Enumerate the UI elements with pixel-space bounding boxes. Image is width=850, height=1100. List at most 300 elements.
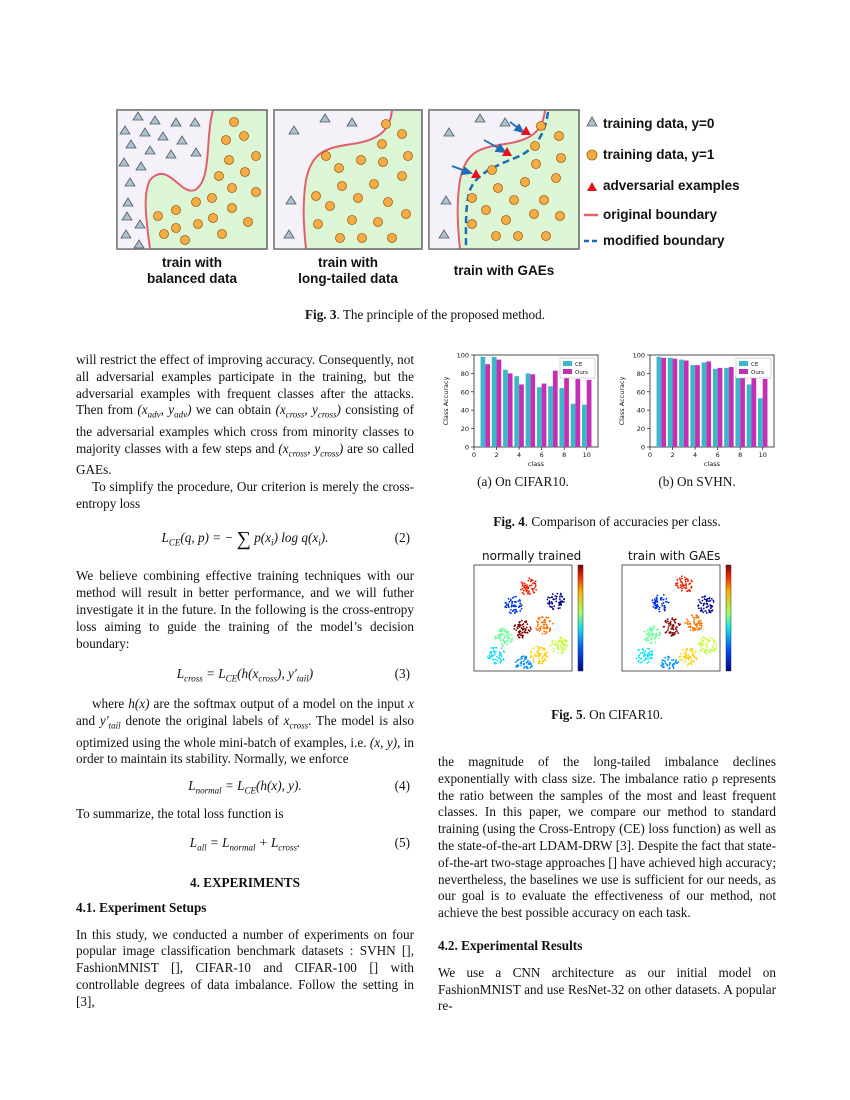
tsne-point	[675, 631, 677, 633]
tsne-point	[669, 622, 671, 624]
tsne-point	[508, 633, 510, 635]
tsne-point	[545, 652, 547, 654]
tsne-point	[505, 602, 507, 604]
tsne-point	[507, 639, 509, 641]
tsne-point	[497, 634, 499, 636]
tsne-point	[713, 644, 715, 646]
fig4b-bar-ours	[706, 361, 711, 447]
paragraph-8: We use a CNN architecture as our initial model on FashionMNIST and use ResNet-32 on other datasets. A popular re-	[438, 964, 776, 1014]
tsne-point	[641, 661, 643, 663]
tsne-point	[666, 622, 668, 624]
tsne-point	[700, 610, 702, 612]
fig4a-chart	[438, 345, 606, 470]
tsne-point	[650, 642, 652, 644]
fig4b-legend-label: Ours	[751, 370, 764, 376]
tsne-point	[636, 658, 638, 660]
fig3-panel-balanced	[117, 110, 267, 249]
tsne-point	[693, 621, 695, 623]
tsne-point	[671, 632, 673, 634]
tsne-point	[708, 640, 710, 642]
tsne-point	[555, 601, 557, 603]
tsne-point	[691, 614, 693, 616]
fig4b-xtick-label: 8	[738, 451, 743, 459]
tsne-point	[649, 629, 651, 631]
tsne-point	[645, 651, 647, 653]
tsne-point	[650, 657, 652, 659]
tsne-point	[553, 605, 555, 607]
tsne-point	[558, 648, 560, 650]
fig4a-xtick-label: 4	[517, 451, 522, 459]
tsne-point	[664, 657, 666, 659]
tsne-point	[522, 655, 524, 657]
tsne-point	[647, 634, 649, 636]
tsne-point	[505, 641, 507, 643]
tsne-point	[657, 601, 659, 603]
tsne-point	[564, 639, 566, 641]
tsne-point	[561, 647, 563, 649]
tsne-point	[674, 622, 676, 624]
tsne-point	[706, 600, 708, 602]
tsne-point	[493, 647, 495, 649]
tsne-point	[649, 655, 651, 657]
fig4b-bar-ours	[729, 367, 734, 447]
tsne-point	[549, 597, 551, 599]
tsne-point	[684, 622, 686, 624]
tsne-point	[667, 629, 669, 631]
tsne-point	[648, 654, 650, 656]
tsne-point	[534, 583, 536, 585]
fig5-figure	[438, 549, 776, 684]
tsne-point	[503, 650, 505, 652]
tsne-point	[651, 651, 653, 653]
tsne-point	[694, 617, 696, 619]
tsne-point	[543, 647, 545, 649]
tsne-point	[520, 631, 522, 633]
tsne-point	[640, 658, 642, 660]
tsne-point	[699, 642, 701, 644]
tsne-point	[713, 650, 715, 652]
tsne-point	[655, 636, 657, 638]
tsne-point	[689, 656, 691, 658]
tsne-point	[702, 612, 704, 614]
tsne-point	[531, 588, 533, 590]
tsne-point	[533, 588, 535, 590]
tsne-point	[665, 663, 667, 665]
tsne-point	[695, 651, 697, 653]
fig3-panel-longtailed	[274, 110, 422, 249]
tsne-point	[522, 588, 524, 590]
tsne-point	[491, 647, 493, 649]
paragraph-2: To simplify the procedure, Our criterion is merely the cross-entropy loss	[76, 478, 414, 511]
fig4b-ytick-label: 0	[640, 443, 645, 452]
right-column-text	[438, 754, 776, 1015]
tsne-point	[681, 575, 683, 577]
tsne-point	[530, 663, 532, 665]
tsne-point	[520, 589, 522, 591]
tsne-point	[685, 651, 687, 653]
tsne-point	[509, 612, 511, 614]
tsne-point	[666, 664, 668, 666]
tsne-point	[523, 667, 525, 669]
tsne-point	[687, 623, 689, 625]
tsne-point	[715, 642, 717, 644]
tsne-point	[654, 603, 656, 605]
tsne-point	[692, 616, 694, 618]
tsne-point	[701, 596, 703, 598]
tsne-point	[560, 594, 562, 596]
panel-label-balanced: train with balanced data	[146, 255, 238, 286]
tsne-point	[643, 660, 645, 662]
tsne-point	[508, 598, 510, 600]
subsection-heading-results: 4.2. Experimental Results	[438, 937, 583, 953]
tsne-point	[644, 654, 646, 656]
tsne-point	[706, 646, 708, 648]
tsne-point	[657, 595, 659, 597]
fig4a-bar-ce	[548, 386, 553, 447]
tsne-point	[656, 604, 658, 606]
tsne-point	[706, 638, 708, 640]
tsne-point	[545, 631, 547, 633]
tsne-point	[668, 602, 670, 604]
fig4a-legend-label: Ours	[575, 370, 588, 376]
tsne-point	[527, 632, 529, 634]
tsne-point	[544, 622, 546, 624]
tsne-point	[648, 640, 650, 642]
tsne-point	[551, 606, 553, 608]
tsne-point	[656, 598, 658, 600]
tsne-point	[494, 654, 496, 656]
tsne-point	[703, 605, 705, 607]
tsne-point	[651, 638, 653, 640]
tsne-point	[646, 630, 648, 632]
tsne-point	[552, 593, 554, 595]
fig4a-ytick-label: 20	[460, 425, 469, 434]
tsne-point	[710, 607, 712, 609]
tsne-point	[663, 626, 665, 628]
tsne-point	[499, 636, 501, 638]
tsne-point	[684, 661, 686, 663]
tsne-point	[683, 585, 685, 587]
tsne-point	[676, 630, 678, 632]
equation-2: $L_{CE}(q$, p) = − ∑ $p(x_i)$ $\log q(x_i)$. (2)	[161, 528, 410, 551]
fig4a-xtick-label: 10	[582, 451, 591, 459]
fig4a-bar-ce	[571, 404, 576, 447]
tsne-point	[692, 651, 694, 653]
tsne-point	[530, 656, 532, 658]
tsne-point	[694, 629, 696, 631]
tsne-point	[663, 594, 665, 596]
tsne-point	[520, 634, 522, 636]
tsne-point	[697, 629, 699, 631]
tsne-point	[711, 598, 713, 600]
tsne-point	[490, 651, 492, 653]
tsne-point	[704, 650, 706, 652]
tsne-point	[530, 628, 532, 630]
tsne-point	[644, 652, 646, 654]
legend-circle-icon	[587, 150, 597, 160]
tsne-point	[706, 643, 708, 645]
tsne-point	[552, 598, 554, 600]
tsne-point	[532, 583, 534, 585]
fig4a-bar-ours	[587, 380, 592, 447]
tsne-point	[528, 586, 530, 588]
tsne-point	[705, 652, 707, 654]
tsne-point	[644, 631, 646, 633]
equation-3: $L_{cross} = L_{CE}(h(x_{cross})$, $y'_{tail}$) (3)	[176, 666, 410, 685]
tsne-point	[507, 604, 509, 606]
tsne-point	[519, 599, 521, 601]
tsne-point	[558, 602, 560, 604]
tsne-point	[523, 587, 525, 589]
tsne-point	[540, 626, 542, 628]
tsne-point	[500, 637, 502, 639]
fig4b-bar-ce	[758, 398, 763, 447]
panel-label-longtailed: train with long-tailed data	[298, 255, 398, 286]
tsne-point	[683, 653, 685, 655]
fig4a-xlabel: class	[527, 460, 545, 468]
tsne-point	[533, 647, 535, 649]
tsne-point	[712, 649, 714, 651]
tsne-point	[686, 648, 688, 650]
fig4b-xtick-label: 4	[693, 451, 698, 459]
tsne-point	[667, 627, 669, 629]
fig4a-bar-ours	[542, 384, 547, 447]
fig4b-ytick-label: 60	[636, 388, 645, 397]
tsne-point	[501, 654, 503, 656]
tsne-point	[549, 630, 551, 632]
tsne-point	[699, 622, 701, 624]
tsne-point	[515, 596, 517, 598]
tsne-point	[690, 650, 692, 652]
tsne-point	[561, 640, 563, 642]
tsne-point	[686, 590, 688, 592]
tsne-point	[704, 610, 706, 612]
tsne-point	[685, 581, 687, 583]
tsne-point	[532, 590, 534, 592]
fig4-caption: Fig. 4. Comparison of accuracies per class.	[493, 514, 721, 529]
tsne-point	[557, 607, 559, 609]
tsne-point	[687, 580, 689, 582]
tsne-point	[538, 662, 540, 664]
tsne-point	[523, 626, 525, 628]
tsne-point	[528, 591, 530, 593]
tsne-point	[525, 621, 527, 623]
tsne-point	[689, 589, 691, 591]
tsne-point	[681, 590, 683, 592]
tsne-point	[519, 603, 521, 605]
tsne-point	[713, 601, 715, 603]
tsne-point	[543, 624, 545, 626]
tsne-point	[532, 657, 534, 659]
tsne-point	[693, 630, 695, 632]
tsne-point	[510, 609, 512, 611]
tsne-point	[698, 616, 700, 618]
tsne-point	[665, 601, 667, 603]
tsne-point	[519, 626, 521, 628]
tsne-point	[527, 660, 529, 662]
tsne-point	[537, 621, 539, 623]
tsne-point	[710, 652, 712, 654]
tsne-point	[690, 626, 692, 628]
tsne-point	[513, 628, 515, 630]
fig4b-bar-ce	[702, 362, 707, 447]
tsne-point	[557, 652, 559, 654]
tsne-point	[524, 628, 526, 630]
tsne-point	[553, 650, 555, 652]
tsne-point	[515, 629, 517, 631]
tsne-point	[669, 664, 671, 666]
tsne-point	[526, 591, 528, 593]
tsne-point	[681, 585, 683, 587]
tsne-point	[675, 662, 677, 664]
tsne-point	[694, 661, 696, 663]
tsne-point	[686, 619, 688, 621]
tsne-point	[703, 603, 705, 605]
tsne-point	[666, 631, 668, 633]
tsne-point	[648, 658, 650, 660]
tsne-point	[545, 617, 547, 619]
paragraph-6: In this study, we conducted a number of experiments on four popular image classification benchmark datasets : SVHN [], FashionMNIST [], CIFAR-10 and CIFAR-100 [] with controllable degrees of data imbalance. Follow the setting in [3],	[76, 926, 414, 1009]
tsne-point	[681, 659, 683, 661]
tsne-point	[649, 635, 651, 637]
tsne-point	[489, 656, 491, 658]
fig4a-ylabel: Class Accuracy	[442, 376, 450, 426]
fig4b-bar-ours	[684, 361, 689, 447]
tsne-point	[659, 611, 661, 613]
tsne-point	[500, 639, 502, 641]
tsne-point	[551, 603, 553, 605]
fig4a-bar-ce	[537, 387, 542, 447]
tsne-point	[518, 622, 520, 624]
equation-4: $L_{normal} = L_{CE}(h(x)$, y). (4)	[188, 778, 410, 796]
fig4a-bar-ce	[514, 376, 519, 447]
paragraph-5: To summarize, the total loss function is	[76, 806, 284, 822]
fig4a-bar-ours	[508, 373, 513, 447]
tsne-point	[521, 624, 523, 626]
fig4a-xtick-label: 2	[494, 451, 499, 459]
fig4b-bar-ours	[718, 368, 723, 447]
tsne-point	[696, 615, 698, 617]
tsne-point	[501, 660, 503, 662]
tsne-point	[526, 627, 528, 629]
fig4b-legend-swatch	[739, 369, 748, 374]
tsne-point	[676, 584, 678, 586]
fig5-caption: Fig. 5. On CIFAR10.	[551, 707, 663, 722]
tsne-point	[501, 634, 503, 636]
tsne-point	[504, 606, 506, 608]
tsne-point	[546, 624, 548, 626]
tsne-point	[709, 604, 711, 606]
tsne-point	[669, 632, 671, 634]
tsne-point	[557, 593, 559, 595]
tsne-point	[513, 605, 515, 607]
tsne-point	[683, 587, 685, 589]
tsne-point	[693, 619, 695, 621]
fig4a-bar-ce	[481, 357, 486, 447]
tsne-point	[545, 659, 547, 661]
tsne-point	[672, 628, 674, 630]
tsne-point	[517, 624, 519, 626]
tsne-point	[535, 584, 537, 586]
tsne-point	[501, 643, 503, 645]
tsne-point	[510, 641, 512, 643]
tsne-point	[661, 662, 663, 664]
tsne-point	[528, 593, 530, 595]
tsne-point	[498, 657, 500, 659]
tsne-point	[709, 649, 711, 651]
fig4a-bar-ours	[485, 364, 490, 447]
fig4b-bar-ours	[740, 371, 745, 447]
tsne-point	[549, 600, 551, 602]
tsne-point	[654, 607, 656, 609]
tsne-point	[685, 585, 687, 587]
tsne-point	[706, 603, 708, 605]
fig4a-bar-ours	[575, 379, 580, 447]
tsne-point	[712, 638, 714, 640]
tsne-point	[698, 607, 700, 609]
tsne-point	[555, 641, 557, 643]
tsne-point	[713, 600, 715, 602]
tsne-point	[668, 657, 670, 659]
tsne-point	[500, 658, 502, 660]
tsne-point	[520, 662, 522, 664]
tsne-point	[706, 612, 708, 614]
tsne-point	[528, 577, 530, 579]
tsne-point	[523, 631, 525, 633]
fig4a-legend-label: CE	[575, 362, 583, 368]
fig4b-ytick-label: 100	[632, 351, 645, 360]
tsne-point	[500, 653, 502, 655]
tsne-point	[523, 590, 525, 592]
tsne-point	[548, 617, 550, 619]
tsne-point	[515, 601, 517, 603]
tsne-point	[659, 633, 661, 635]
tsne-point	[671, 618, 673, 620]
tsne-point	[501, 647, 503, 649]
tsne-point	[652, 636, 654, 638]
tsne-point	[522, 628, 524, 630]
tsne-point	[710, 637, 712, 639]
tsne-point	[661, 605, 663, 607]
tsne-point	[703, 641, 705, 643]
tsne-point	[672, 663, 674, 665]
tsne-point	[690, 648, 692, 650]
tsne-point	[714, 648, 716, 650]
tsne-point	[552, 608, 554, 610]
tsne-point	[638, 660, 640, 662]
tsne-point	[530, 650, 532, 652]
tsne-point	[647, 638, 649, 640]
tsne-point	[543, 621, 545, 623]
tsne-point	[564, 647, 566, 649]
tsne-point	[549, 606, 551, 608]
tsne-point	[550, 620, 552, 622]
tsne-point	[487, 656, 489, 658]
fig4a-bar-ce	[526, 373, 531, 447]
tsne-point	[684, 577, 686, 579]
tsne-point	[547, 599, 549, 601]
tsne-point	[511, 639, 513, 641]
tsne-point	[499, 651, 501, 653]
tsne-point	[563, 643, 565, 645]
tsne-point	[557, 646, 559, 648]
tsne-point	[537, 624, 539, 626]
left-column	[76, 352, 414, 1011]
fig4b-legend-swatch	[739, 361, 748, 366]
tsne-point	[518, 634, 520, 636]
tsne-point	[518, 600, 520, 602]
tsne-point	[495, 651, 497, 653]
